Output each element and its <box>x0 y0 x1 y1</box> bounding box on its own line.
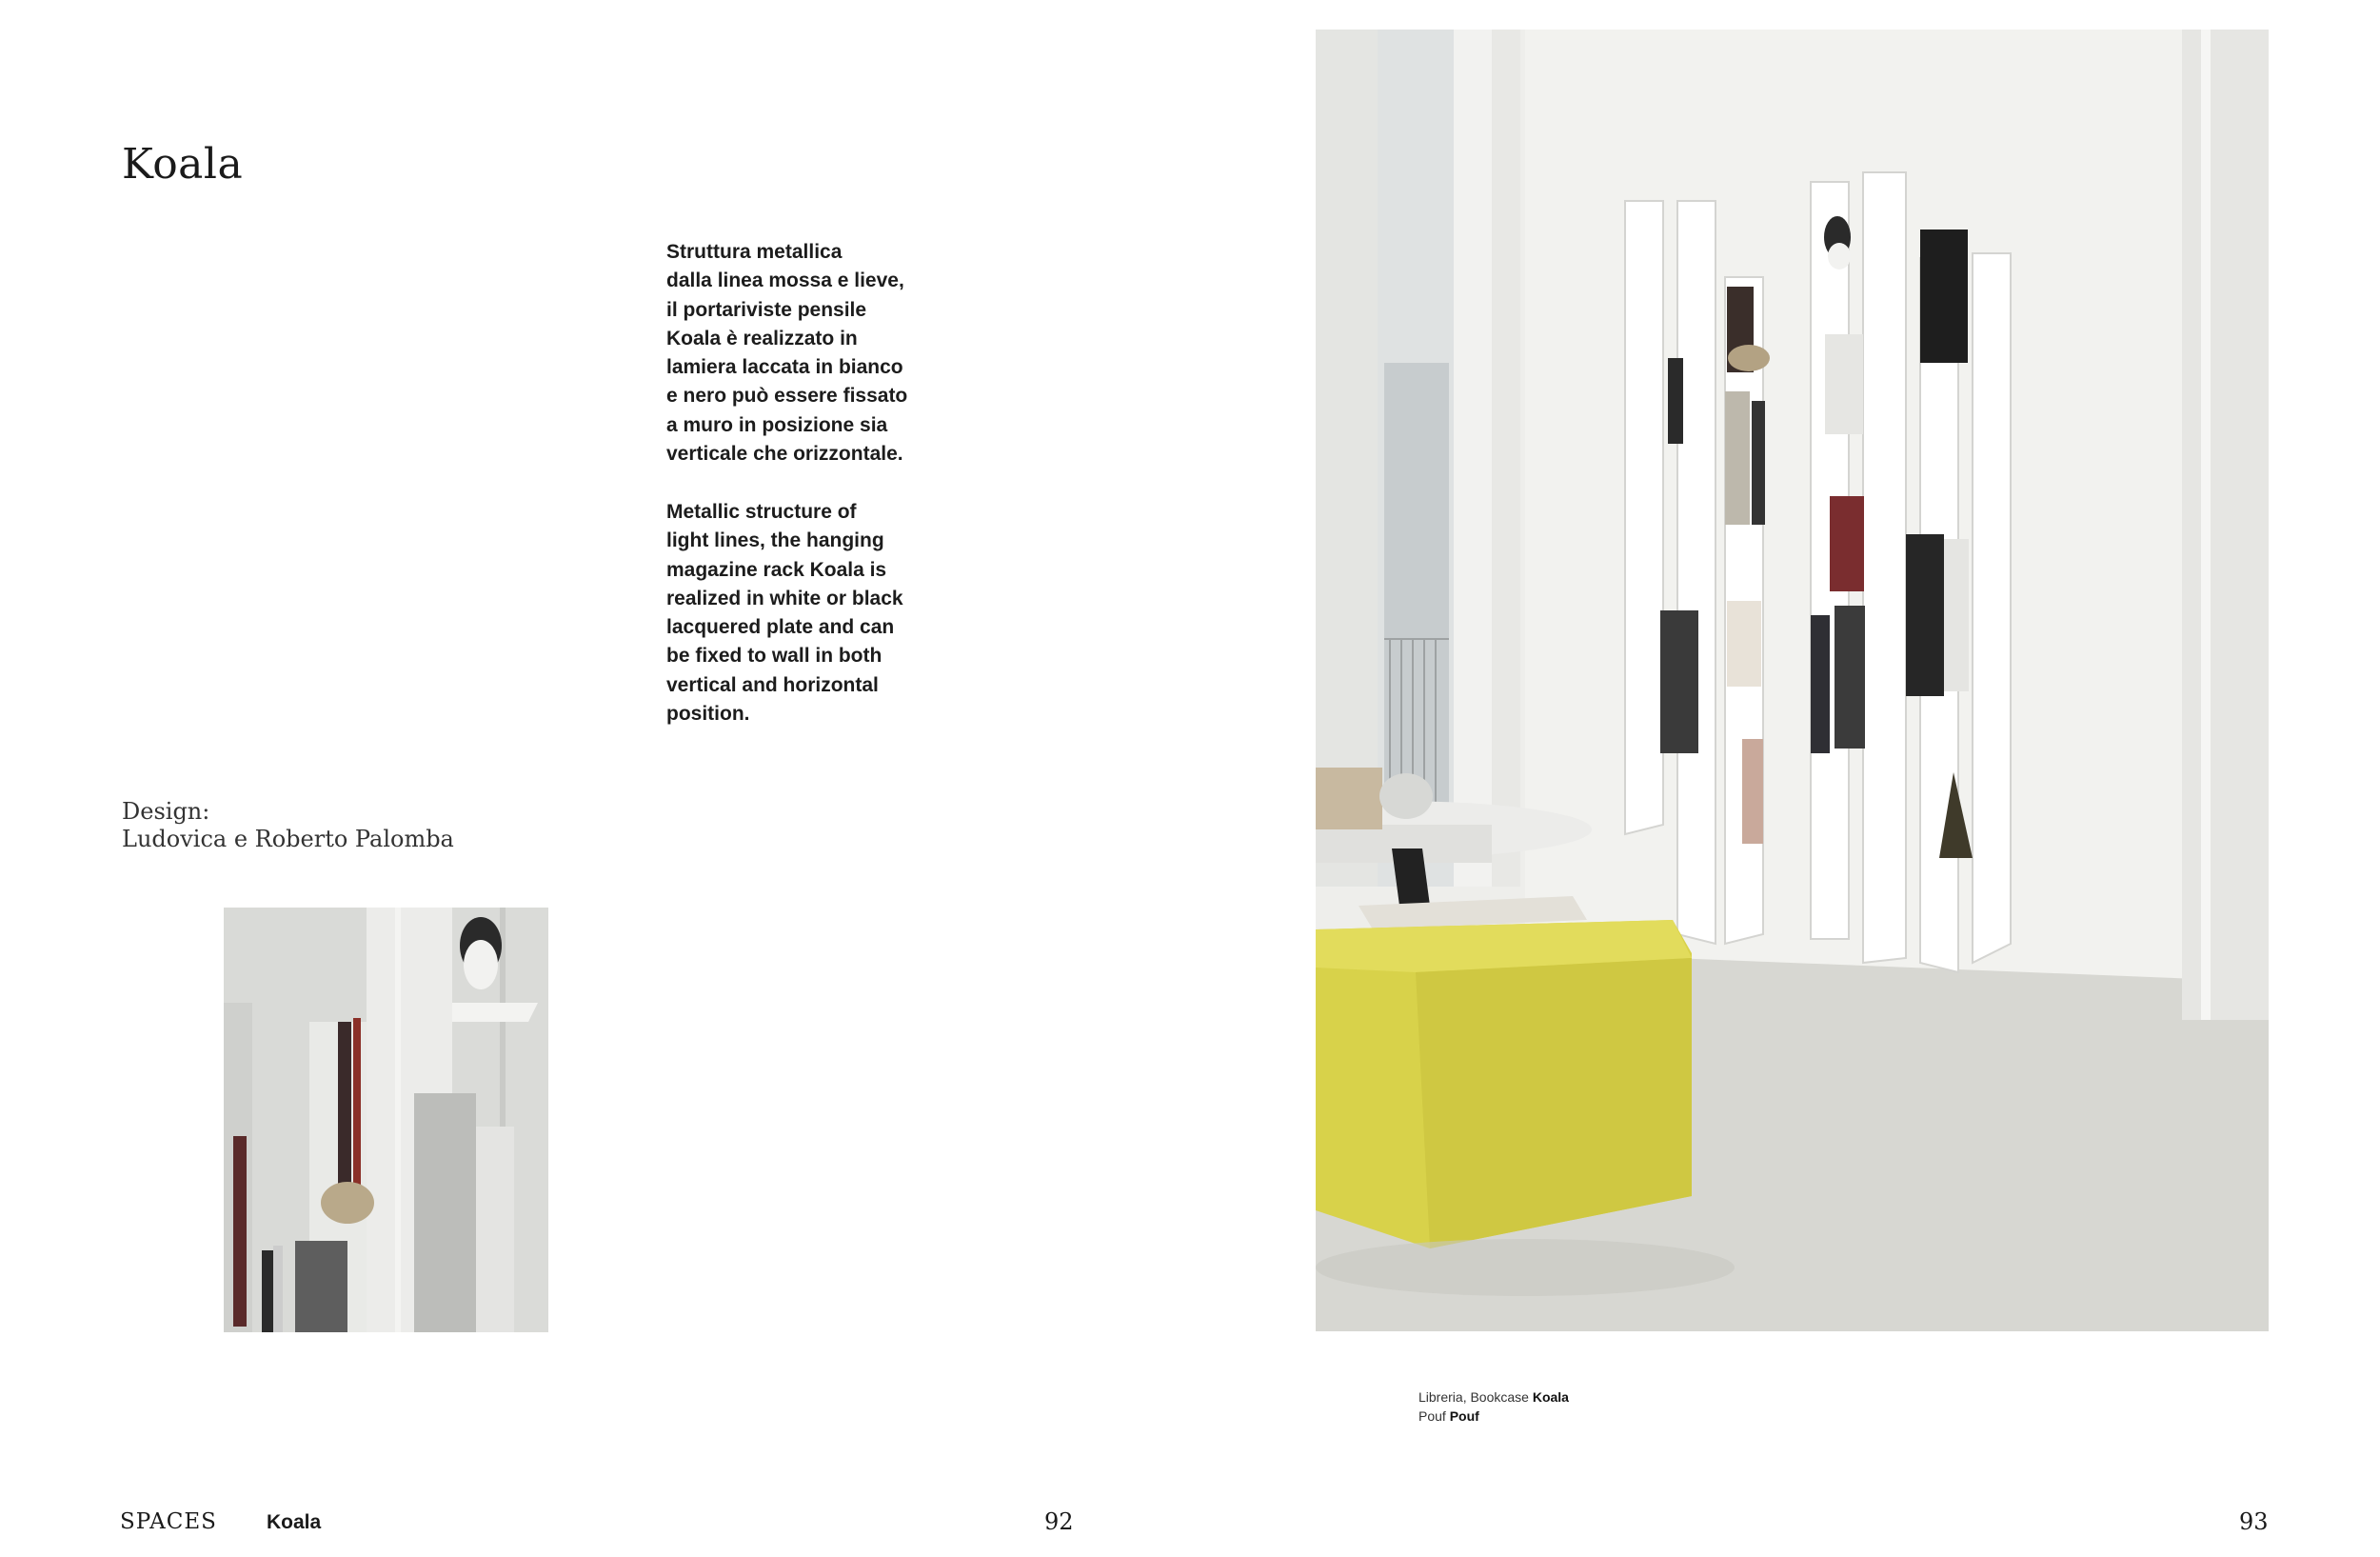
caption-pouf-prefix: Pouf <box>1418 1408 1450 1424</box>
designers-name: Ludovica e Roberto Palomba <box>122 826 454 852</box>
room-main-photo <box>1316 30 2269 1331</box>
room-illustration <box>1316 30 2269 1331</box>
bookcase-detail-illustration <box>224 908 548 1332</box>
page-number-right: 93 <box>2239 1508 2269 1535</box>
caption-bookcase-prefix: Libreria, Bookcase <box>1418 1389 1533 1405</box>
footer-section-name: SPACES <box>120 1509 217 1534</box>
page-title: Koala <box>122 140 244 190</box>
caption-line-bookcase <box>1418 1387 1569 1407</box>
design-label: Design: <box>122 798 210 825</box>
page-number-left: 92 <box>1044 1508 1074 1535</box>
footer-title: Koala <box>267 1511 322 1533</box>
caption-line-pouf <box>1418 1407 1569 1426</box>
description-english-text: Metallic structure of light lines, the hanging magazine rack Koala is realized in white or black lacquered plate and can be fixed to wall in both vertical and horizontal position. <box>666 501 903 726</box>
description-english <box>666 498 942 729</box>
photo-caption <box>1418 1387 1569 1426</box>
bookcase-detail-photo <box>224 908 548 1332</box>
caption-pouf-name: Pouf <box>1449 1408 1479 1424</box>
design-credit <box>122 798 454 853</box>
description-italian-text: Struttura metallica dalla linea mossa e lieve, il portariviste pensile Koala è realizzato in lamiera laccata in bianco e nero può essere fissato a muro in posizione sia verticale che orizzontale. <box>666 241 908 466</box>
description-italian <box>666 238 942 469</box>
caption-bookcase-name: Koala <box>1532 1389 1569 1405</box>
